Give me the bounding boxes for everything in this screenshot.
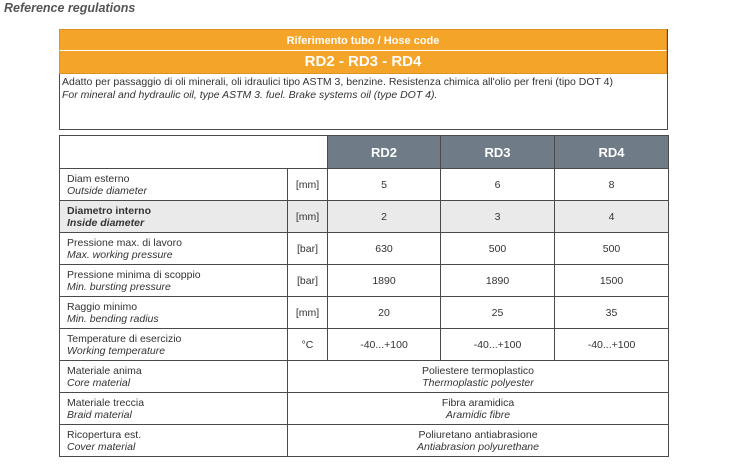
description-it: Adatto per passaggio di oli minerali, oli idraulici tipo ASTM 3, benzine. Resistenza chimica all'olio per freni (tipo DOT 4) <box>62 76 613 88</box>
label-en: Min. bursting pressure <box>67 280 171 293</box>
row-label <box>60 233 288 265</box>
label-en: Cover material <box>67 440 136 453</box>
value-it: Poliuretano antiabrasione <box>418 428 538 441</box>
value-en: Thermoplastic polyester <box>422 376 534 389</box>
value-rd3: 3 <box>441 201 555 233</box>
unit-cell: [mm] <box>288 297 328 329</box>
table-row-braid-material <box>60 393 669 425</box>
column-header-rd4: RD4 <box>555 136 669 169</box>
description <box>59 74 667 130</box>
label-it: Diametro interno <box>67 204 152 217</box>
value-rd2: -40...+100 <box>328 329 441 361</box>
row-label <box>60 201 288 233</box>
value-rd3: -40...+100 <box>441 329 555 361</box>
unit-cell: [mm] <box>288 169 328 201</box>
label-en: Outside diameter <box>67 184 147 197</box>
label-en: Inside diameter <box>67 216 145 229</box>
material-value <box>288 425 669 457</box>
label-en: Core material <box>67 376 131 389</box>
hose-spec-sheet <box>59 29 668 130</box>
table-row-max-working-pressure <box>60 233 669 265</box>
value-rd2: 1890 <box>328 265 441 297</box>
value-rd2: 630 <box>328 233 441 265</box>
label-en: Max. working pressure <box>67 248 173 261</box>
row-label <box>60 265 288 297</box>
description-en: For mineral and hydraulic oil, type ASTM 3. fuel. Brake systems oil (type DOT 4). <box>62 89 438 101</box>
material-value <box>288 393 669 425</box>
value-it: Poliestere termoplastico <box>421 364 535 377</box>
label-it: Materiale treccia <box>67 396 145 409</box>
column-header-rd2: RD2 <box>328 136 441 169</box>
table-row-cover-material <box>60 425 669 457</box>
table-row-working-temperature <box>60 329 669 361</box>
label-en: Braid material <box>67 408 132 421</box>
table-row-min-bending-radius <box>60 297 669 329</box>
value-rd3: 6 <box>441 169 555 201</box>
value-rd3: 500 <box>441 233 555 265</box>
column-header-rd3: RD3 <box>441 136 555 169</box>
label-it: Pressione max. di lavoro <box>67 236 182 249</box>
value-it: Fibra aramidica <box>441 396 515 409</box>
row-label <box>60 425 288 457</box>
table-header-row <box>60 136 669 169</box>
value-rd3: 25 <box>441 297 555 329</box>
label-en: Min. bending radius <box>67 312 159 325</box>
unit-cell: [mm] <box>288 201 328 233</box>
label-it: Materiale anima <box>67 364 142 377</box>
value-rd2: 2 <box>328 201 441 233</box>
table-row-core-material <box>60 361 669 393</box>
value-rd4: 35 <box>555 297 669 329</box>
row-label <box>60 169 288 201</box>
row-label <box>60 361 288 393</box>
label-en: Working temperature <box>67 344 166 357</box>
label-it: Diam esterno <box>67 172 130 185</box>
unit-cell: °C <box>288 329 328 361</box>
header-blank-cell <box>60 136 328 169</box>
value-en: Aramidic fibre <box>445 408 511 421</box>
value-rd2: 20 <box>328 297 441 329</box>
value-rd4: 1500 <box>555 265 669 297</box>
material-value <box>288 361 669 393</box>
spec-table <box>59 135 669 457</box>
label-it: Temperature di esercizio <box>67 332 182 345</box>
table-row-inside-diameter <box>60 201 669 233</box>
page-title: Reference regulations <box>4 1 136 15</box>
value-rd3: 1890 <box>441 265 555 297</box>
row-label <box>60 329 288 361</box>
value-rd4: 500 <box>555 233 669 265</box>
hose-code-caption: Riferimento tubo / Hose code <box>59 29 667 50</box>
row-label <box>60 393 288 425</box>
table-row-outside-diameter <box>60 169 669 201</box>
value-en: Antiabrasion polyurethane <box>416 440 539 453</box>
label-it: Raggio minimo <box>67 300 138 313</box>
hose-codes-title: RD2 - RD3 - RD4 <box>59 50 667 74</box>
label-it: Pressione minima di scoppio <box>67 268 201 281</box>
label-it: Ricopertura est. <box>67 428 142 441</box>
value-rd4: 8 <box>555 169 669 201</box>
value-rd4: -40...+100 <box>555 329 669 361</box>
value-rd2: 5 <box>328 169 441 201</box>
unit-cell: [bar] <box>288 233 328 265</box>
value-rd4: 4 <box>555 201 669 233</box>
table-row-min-bursting-pressure <box>60 265 669 297</box>
unit-cell: [bar] <box>288 265 328 297</box>
row-label <box>60 297 288 329</box>
